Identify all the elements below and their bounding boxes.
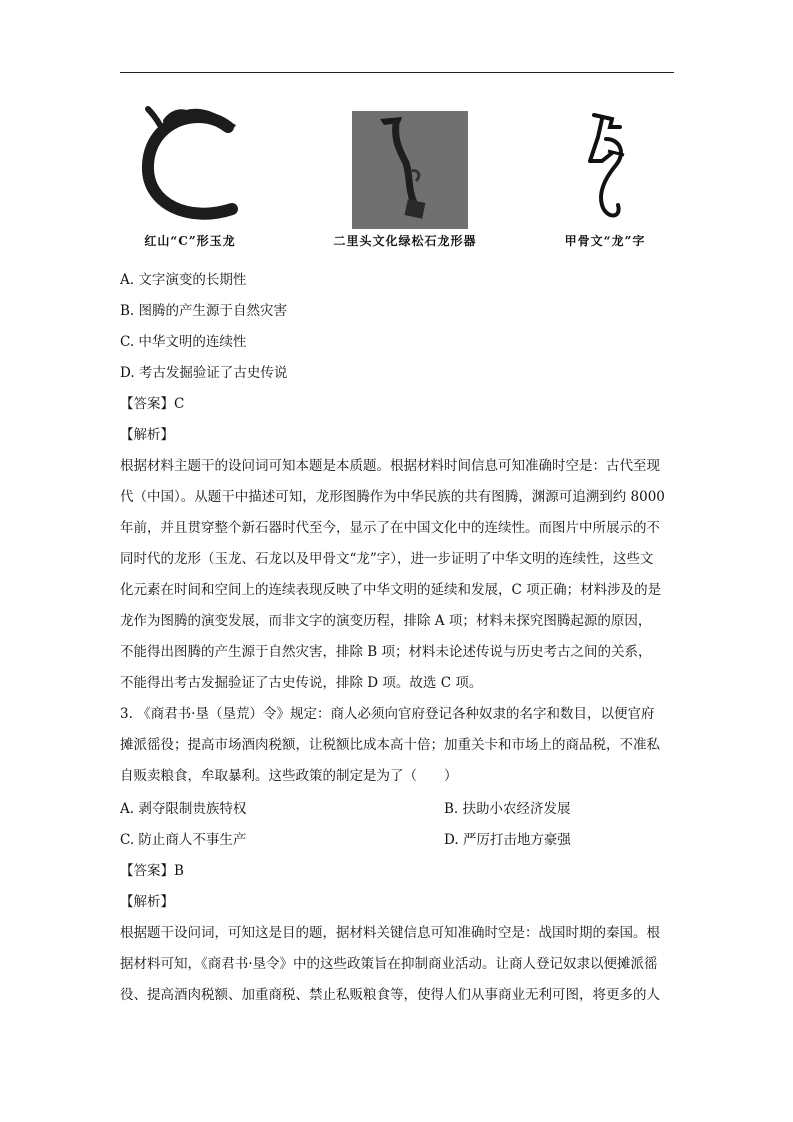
q3-option-c[interactable]: C. 防止商人不事生产 — [120, 832, 247, 848]
q2-option-c[interactable]: C. 中华文明的连续性 — [120, 334, 247, 350]
analysis-line: 据材料可知，《商君书·垦令》中的这些政策旨在抑制商业活动。让商人登记奴隶以便摊派徭 — [120, 956, 658, 972]
stem-line: 3. 《商君书·垦（垦荒）令》规定：商人必须向官府登记各种奴隶的名字和数目，以便官府 — [120, 706, 655, 722]
analysis-line: 根据题干设问词，可知这是目的题，据材料关键信息可知准确时空是：战国时期的秦国。根 — [120, 925, 660, 941]
analysis-line: 不能得出考古发掘验证了古史传说，排除 D 项。故选 C 项。 — [120, 675, 483, 691]
figure-oracle-dragon — [550, 105, 660, 248]
analysis-line: 代（中国）。从题干中描述可知，龙形图腾作为中华民族的共有图腾，渊源可追溯到约 8000 — [120, 489, 665, 505]
analysis-line: 不能得出图腾的产生源于自然灾害，排除 B 项；材料未论述传说与历史考古之间的关系， — [120, 644, 652, 660]
q2-analysis — [120, 451, 676, 699]
analysis-line: 同时代的龙形（玉龙、石龙以及甲骨文“龙”字），进一步证明了中华文明的连续性，这些文 — [120, 551, 654, 567]
figure-caption: 二里头文化绿松石龙形器 — [333, 234, 477, 248]
q3-analysis-label: 【解析】 — [120, 894, 174, 910]
figure-jade-dragon — [120, 105, 260, 248]
q2-analysis-label: 【解析】 — [120, 427, 174, 443]
analysis-line: 化元素在时间和空间上的连续表现反映了中华文明的延续和发展，C 项正确；材料涉及的是 — [120, 582, 662, 598]
q2-answer: 【答案】C — [120, 396, 185, 412]
oracle-bone-dragon-glyph — [550, 105, 660, 230]
stem-line: 摊派徭役；提高市场酒肉税额，让税额比成本高十倍；加重关卡和市场上的商品税，不准私 — [120, 737, 660, 753]
turquoise-dragon-photo — [352, 111, 468, 229]
analysis-line: 龙作为图腾的演变发展，而非文字的演变历程，排除 A 项；材料未探究图腾起源的原因， — [120, 613, 652, 629]
q3-option-row-1 — [120, 799, 246, 819]
q3-option-d[interactable]: D. 严厉打击地方豪强 — [444, 832, 571, 848]
q3-stem — [120, 699, 676, 792]
q3-answer: 【答案】B — [120, 863, 184, 879]
stem-line: 自贩卖粮食，牟取暴利。这些政策的制定是为了（ ） — [120, 768, 458, 784]
figure-caption: 红山“C”形玉龙 — [144, 234, 236, 248]
q2-option-b[interactable]: B. 图腾的产生源于自然灾害 — [120, 303, 288, 319]
jade-dragon-image — [120, 105, 260, 230]
figure-caption: 甲骨文“龙”字 — [564, 234, 646, 248]
analysis-line: 年前，并且贯穿整个新石器时代至今，显示了在中国文化中的连续性。而图片中所展示的不 — [120, 520, 660, 536]
q3-option-b[interactable]: B. 扶助小农经济发展 — [444, 801, 571, 817]
figure-row — [120, 105, 680, 255]
q2-option-a[interactable]: A. 文字演变的长期性 — [120, 272, 247, 288]
analysis-line: 役、提高酒肉税额、加重商税、禁止私贩粮食等，使得人们从事商业无利可图，将更多的人 — [120, 987, 660, 1003]
analysis-line: 根据材料主题干的设问词可知本题是本质题。根据材料时间信息可知准确时空是：古代至现 — [120, 458, 660, 474]
q2-option-d[interactable]: D. 考古发掘验证了古史传说 — [120, 365, 288, 381]
header-rule — [120, 72, 674, 73]
q3-analysis — [120, 918, 676, 1011]
q3-option-a[interactable]: A. 剥夺限制贵族特权 — [120, 801, 247, 817]
